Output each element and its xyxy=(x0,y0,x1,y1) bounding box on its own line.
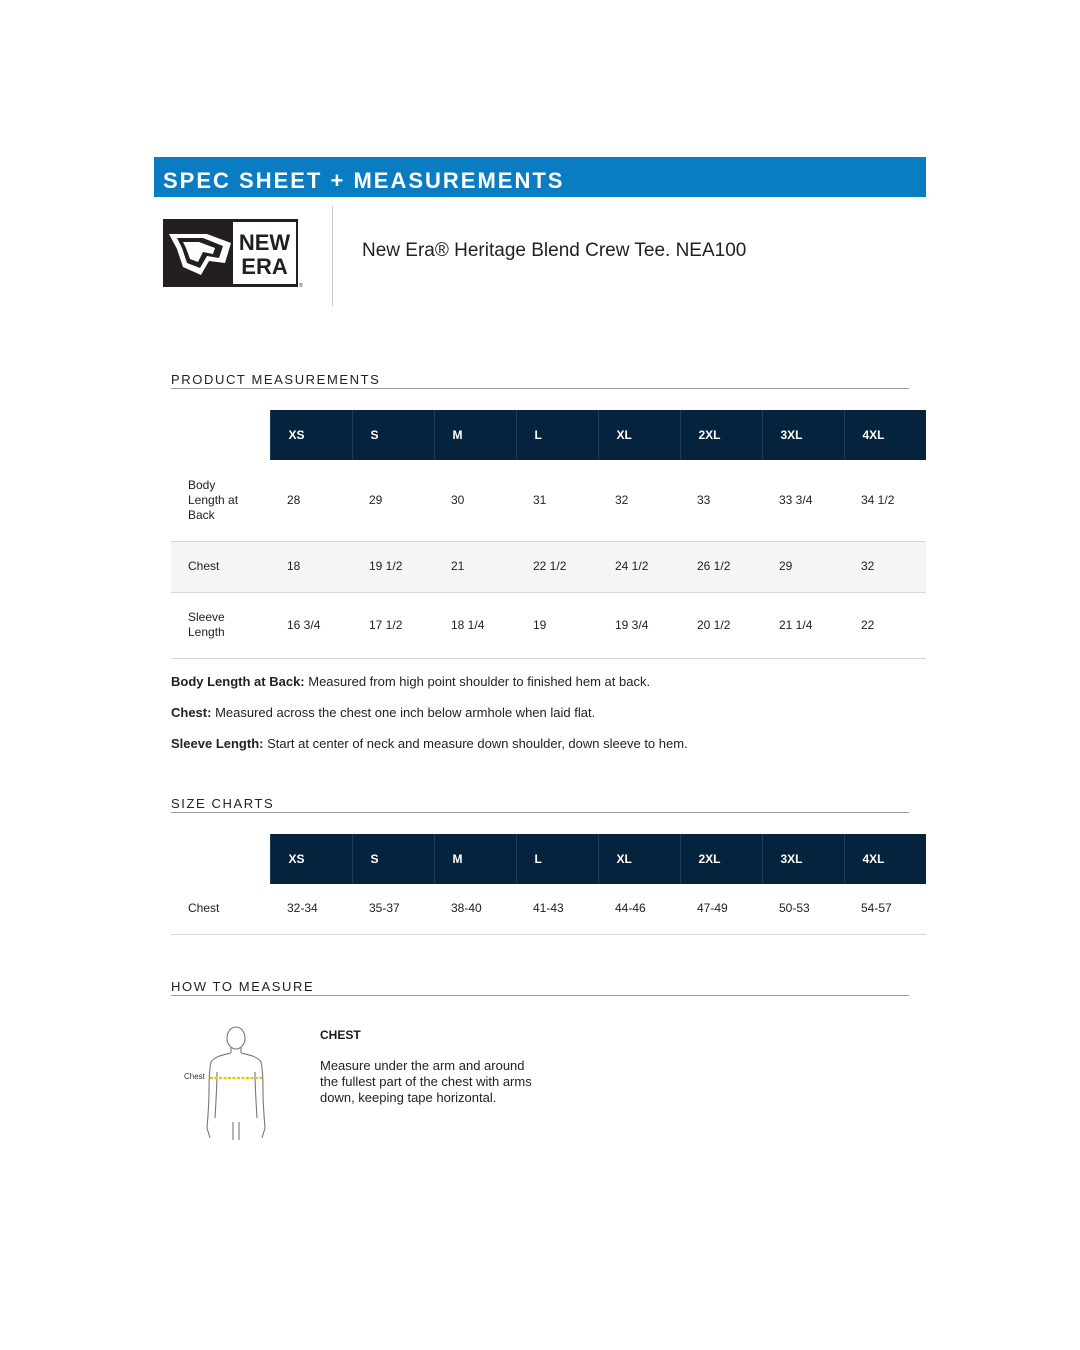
note-term: Body Length at Back: xyxy=(171,674,305,689)
size-header: 4XL xyxy=(844,834,926,884)
note-text: Measured from high point shoulder to finished hem at back. xyxy=(308,674,651,689)
size-header-row xyxy=(171,410,926,460)
table-cell: 35-37 xyxy=(352,884,434,934)
table-row-chest xyxy=(171,541,926,592)
banner-title: SPEC SHEET + MEASUREMENTS xyxy=(163,168,565,193)
new-era-logo xyxy=(163,219,305,296)
note-chest xyxy=(171,705,688,721)
measurement-notes xyxy=(171,674,688,767)
header-blank-cell xyxy=(171,834,270,884)
table-cell: 22 xyxy=(844,592,926,658)
table-cell: 33 xyxy=(680,460,762,541)
row-label: Sleeve Length xyxy=(171,592,270,658)
table-cell: 38-40 xyxy=(434,884,516,934)
table-cell: 29 xyxy=(352,460,434,541)
table-cell: 17 1/2 xyxy=(352,592,434,658)
size-header: M xyxy=(434,410,516,460)
table-cell: 30 xyxy=(434,460,516,541)
table-cell: 31 xyxy=(516,460,598,541)
size-header: XS xyxy=(270,834,352,884)
row-label: Chest xyxy=(171,541,270,592)
new-era-flag-logo xyxy=(163,219,305,291)
note-body-length xyxy=(171,674,688,690)
header-divider xyxy=(332,206,333,306)
size-charts-heading: SIZE CHARTS xyxy=(171,797,909,813)
table-cell: 33 3/4 xyxy=(762,460,844,541)
product-title: New Era® Heritage Blend Crew Tee. NEA100 xyxy=(362,240,747,261)
svg-text:NEW: NEW xyxy=(238,230,291,255)
table-cell: 41-43 xyxy=(516,884,598,934)
table-cell: 26 1/2 xyxy=(680,541,762,592)
table-row-chest-range xyxy=(171,884,926,934)
size-header: L xyxy=(516,834,598,884)
table-cell: 21 xyxy=(434,541,516,592)
size-header-row xyxy=(171,834,926,884)
table-cell: 16 3/4 xyxy=(270,592,352,658)
product-measurements-table xyxy=(171,410,926,659)
size-header: XL xyxy=(598,410,680,460)
size-header: 2XL xyxy=(680,410,762,460)
size-header: 2XL xyxy=(680,834,762,884)
table-cell: 22 1/2 xyxy=(516,541,598,592)
table-cell: 21 1/4 xyxy=(762,592,844,658)
table-cell: 19 1/2 xyxy=(352,541,434,592)
row-label: Body Length at Back xyxy=(171,460,270,541)
size-header: S xyxy=(352,410,434,460)
header-blank-cell xyxy=(171,410,270,460)
measure-title: CHEST xyxy=(320,1028,361,1042)
table-cell: 19 3/4 xyxy=(598,592,680,658)
size-header: S xyxy=(352,834,434,884)
note-term: Chest: xyxy=(171,705,212,720)
size-header: M xyxy=(434,834,516,884)
table-cell: 28 xyxy=(270,460,352,541)
table-cell: 19 xyxy=(516,592,598,658)
size-header: L xyxy=(516,410,598,460)
note-text: Measured across the chest one inch below armhole when laid flat. xyxy=(215,705,596,720)
table-cell: 54-57 xyxy=(844,884,926,934)
table-cell: 18 xyxy=(270,541,352,592)
table-cell: 24 1/2 xyxy=(598,541,680,592)
table-cell: 50-53 xyxy=(762,884,844,934)
note-sleeve-length xyxy=(171,736,688,752)
how-to-measure-heading: HOW TO MEASURE xyxy=(171,980,909,996)
size-header: 3XL xyxy=(762,410,844,460)
title-banner xyxy=(154,157,926,197)
size-header: 3XL xyxy=(762,834,844,884)
torso-outline-icon xyxy=(183,1024,273,1140)
table-row-body-length xyxy=(171,460,926,541)
row-label: Chest xyxy=(171,884,270,934)
size-header: 4XL xyxy=(844,410,926,460)
size-header: XS xyxy=(270,410,352,460)
table-cell: 29 xyxy=(762,541,844,592)
figure-label: Chest xyxy=(184,1072,205,1081)
table-cell: 44-46 xyxy=(598,884,680,934)
table-cell: 18 1/4 xyxy=(434,592,516,658)
size-header: XL xyxy=(598,834,680,884)
table-cell: 32 xyxy=(598,460,680,541)
table-cell: 32 xyxy=(844,541,926,592)
note-text: Start at center of neck and measure down shoulder, down sleeve to hem. xyxy=(267,736,688,751)
measure-text: Measure under the arm and around the fullest part of the chest with arms down, keeping tape horizontal. xyxy=(320,1058,532,1105)
svg-text:ERA: ERA xyxy=(241,254,288,279)
table-row-sleeve-length xyxy=(171,592,926,658)
svg-text:®: ® xyxy=(299,283,303,289)
table-cell: 20 1/2 xyxy=(680,592,762,658)
table-cell: 34 1/2 xyxy=(844,460,926,541)
torso-figure xyxy=(183,1024,273,1145)
table-cell: 32-34 xyxy=(270,884,352,934)
product-measurements-heading: PRODUCT MEASUREMENTS xyxy=(171,373,909,389)
note-term: Sleeve Length: xyxy=(171,736,264,751)
size-charts-table xyxy=(171,834,926,935)
table-cell: 47-49 xyxy=(680,884,762,934)
